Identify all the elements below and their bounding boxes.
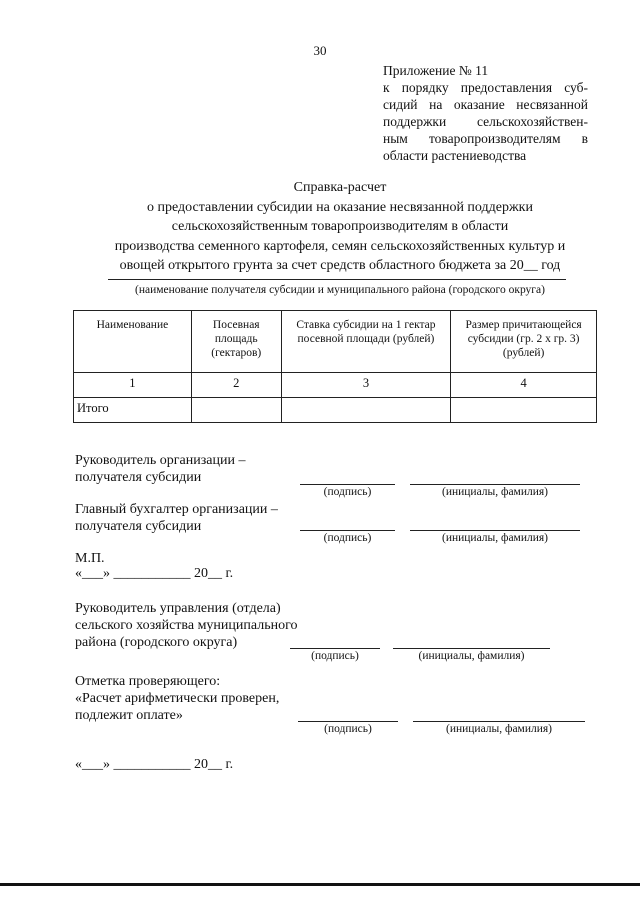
initials-line	[410, 530, 580, 531]
recipient-line	[108, 279, 566, 280]
checker-line: Отметка проверяющего:	[75, 674, 221, 689]
annex-title: Приложение № 11	[383, 63, 489, 78]
annex-block	[383, 62, 588, 164]
initials-line	[410, 484, 580, 485]
total-label-cell: Итого	[74, 398, 192, 423]
table-cell	[281, 398, 451, 423]
annex-line: области растениеводства	[383, 148, 527, 163]
initials-line	[413, 721, 585, 722]
date-line: «___» ___________ 20__ г.	[75, 566, 234, 581]
table-header-cell: Ставка субсидии на 1 гектар посевной площади (рублей)	[281, 311, 451, 373]
column-number-cell: 4	[451, 373, 597, 398]
annex-line: к порядку предоставления суб-	[383, 80, 588, 95]
signature-caption: (подпись)	[323, 486, 372, 498]
checker-label	[75, 673, 279, 724]
final-date-line: «___» ___________ 20__ г.	[75, 757, 234, 772]
heading-line: производства семенного картофеля, семян сельскохозяйственных культур и	[114, 238, 566, 254]
column-number-cell: 1	[74, 373, 192, 398]
column-number-cell: 2	[191, 373, 281, 398]
head-line: получателя субсидии	[75, 470, 202, 485]
department-line: района (городского округа)	[75, 635, 238, 650]
head-line: Руководитель организации –	[75, 453, 246, 468]
initials-caption: (инициалы, фамилия)	[418, 650, 525, 662]
signature-line	[298, 721, 398, 722]
table-row	[74, 373, 597, 398]
department-signatory-label	[75, 600, 297, 651]
table-header-row	[74, 311, 597, 373]
heading-line: сельскохозяйственным товаропроизводителям в области	[171, 219, 509, 234]
table-header-cell: Наименование	[74, 311, 192, 373]
annex-line: сидий на оказание несвязанной	[383, 97, 588, 112]
heading-line: овощей открытого грунта за счет средств областного бюджета за 20__ год	[119, 258, 561, 273]
signature-line	[300, 530, 395, 531]
table-header-cell: Посевная площадь (гектаров)	[191, 311, 281, 373]
checker-line: «Расчет арифметически проверен,	[75, 691, 280, 706]
accountant-signatory-label	[75, 501, 278, 535]
document-heading	[60, 178, 620, 276]
signature-caption: (подпись)	[311, 650, 359, 662]
table-row	[74, 398, 597, 423]
seal-mark: М.П.	[75, 551, 105, 566]
heading-line: о предоставлении субсидии на оказание несвязанной поддержки	[147, 199, 533, 215]
signature-line	[290, 648, 380, 649]
annex-line: поддержки сельскохозяйствен-	[383, 114, 588, 129]
department-line: Руководитель управления (отдела)	[75, 601, 281, 616]
department-line: сельского хозяйства муниципального	[75, 618, 298, 633]
head-signatory-label	[75, 452, 245, 486]
initials-caption: (инициалы, фамилия)	[441, 486, 549, 498]
signature-caption: (подпись)	[323, 532, 372, 544]
document-title: Справка-расчет	[293, 180, 387, 195]
recipient-caption: (наименование получателя субсидии и муниципального района (городского округа)	[135, 284, 545, 296]
signature-line	[300, 484, 395, 485]
page-bottom-border	[0, 883, 640, 886]
table-header-cell: Размер причитающейся субсидии (гр. 2 x гр. 3) (рублей)	[451, 311, 597, 373]
initials-caption: (инициалы, фамилия)	[441, 532, 549, 544]
table-cell	[191, 398, 281, 423]
checker-line: подлежит оплате»	[75, 708, 183, 723]
signature-caption: (подпись)	[324, 723, 372, 735]
column-number-cell: 3	[281, 373, 451, 398]
table-cell	[451, 398, 597, 423]
initials-line	[393, 648, 550, 649]
page-number: 30	[313, 43, 327, 58]
accountant-line: Главный бухгалтер организации –	[75, 502, 278, 517]
accountant-line: получателя субсидии	[75, 519, 202, 534]
calculation-table	[73, 310, 597, 423]
annex-line: ным товаропроизводителям в	[383, 131, 588, 146]
initials-caption: (инициалы, фамилия)	[445, 723, 553, 735]
